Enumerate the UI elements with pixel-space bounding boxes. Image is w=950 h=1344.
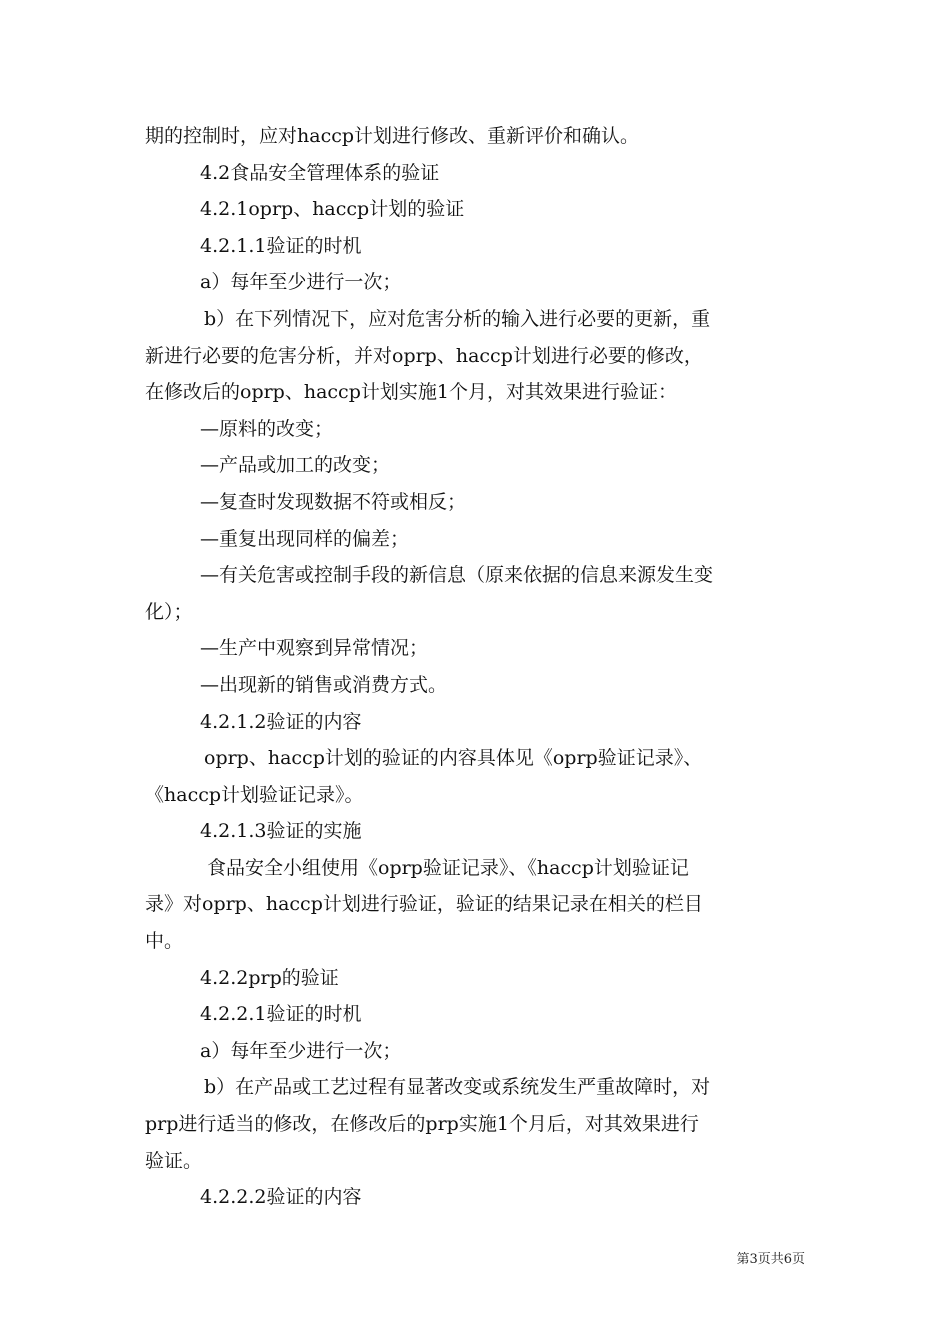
- list-item: —出现新的销售或消费方式。: [200, 673, 448, 696]
- list-item: —复查时发现数据不符或相反；: [200, 490, 467, 513]
- list-item: —产品或加工的改变；: [200, 454, 391, 477]
- list-item: —重复出现同样的偏差；: [200, 527, 410, 550]
- section-heading: 4.2.1.2验证的内容: [200, 710, 362, 733]
- paragraph-line: 食品安全小组使用《oprp验证记录》、《haccp计划验证记: [207, 856, 689, 879]
- list-item: —生产中观察到异常情况；: [200, 637, 429, 660]
- paragraph-line: oprp、haccp计划的验证的内容具体见《oprp验证记录》、: [204, 747, 703, 770]
- paragraph-line: 化）；: [145, 600, 193, 623]
- paragraph-line: prp进行适当的修改，在修改后的prp实施1个月后，对其效果进行: [145, 1113, 699, 1136]
- section-heading: 4.2.2.1验证的时机: [200, 1003, 362, 1026]
- page-number: 第3页共6页: [736, 1252, 805, 1267]
- paragraph-line: 录》对oprp、haccp计划进行验证，验证的结果记录在相关的栏目: [145, 893, 703, 916]
- paragraph-line: 在修改后的oprp、haccp计划实施1个月，对其效果进行验证：: [145, 381, 677, 404]
- list-item: a）每年至少进行一次；: [200, 1039, 402, 1062]
- list-item: a）每年至少进行一次；: [200, 271, 402, 294]
- section-heading: 4.2.1.1验证的时机: [200, 234, 362, 257]
- list-item: —原料的改变；: [200, 417, 334, 440]
- section-heading: 4.2食品安全管理体系的验证: [200, 161, 440, 184]
- paragraph-line: 新进行必要的危害分析，并对oprp、haccp计划进行必要的修改，: [145, 344, 703, 367]
- paragraph-line: b）在下列情况下，应对危害分析的输入进行必要的更新，重: [204, 307, 711, 330]
- section-heading: 4.2.1oprp、haccp计划的验证: [200, 198, 465, 221]
- section-heading: 4.2.1.3验证的实施: [200, 820, 362, 843]
- paragraph-line: 中。: [145, 930, 184, 953]
- document-body: [145, 118, 807, 1216]
- paragraph-line: b）在产品或工艺过程有显著改变或系统发生严重故障时，对: [204, 1076, 711, 1099]
- paragraph-line: 验证。: [145, 1149, 203, 1172]
- paragraph-line: 期的控制时，应对haccp计划进行修改、重新评价和确认。: [145, 125, 640, 147]
- list-item: —有关危害或控制手段的新信息（原来依据的信息来源发生变: [200, 564, 714, 587]
- paragraph-line: 《haccp计划验证记录》。: [145, 783, 364, 806]
- section-heading: 4.2.2prp的验证: [200, 966, 339, 989]
- section-heading: 4.2.2.2验证的内容: [200, 1186, 362, 1209]
